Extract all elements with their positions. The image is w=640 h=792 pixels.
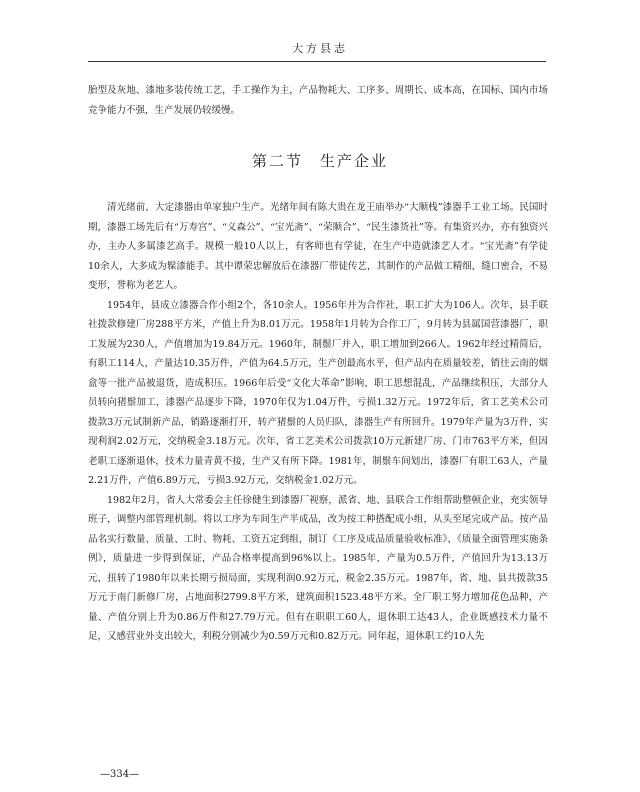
- running-header-title: 大方县志: [292, 42, 348, 55]
- continuation-block: [88, 81, 548, 120]
- section-title: 第二节 生产企业: [251, 152, 388, 170]
- paragraph-1954-1981: 1954年，县成立漆器合作小组2个，各10余人。1956年并为合作社，职工扩大为106人。次年，县手联社拨款修建厂房288平方米，产值上升为8.01万元。1958年1月转为合作工厂，9月转为县属国营漆器厂，职工发展为230人，产值增加为19.84万元。1960年，制鬃厂并入，职工增加到266人。1962年经过精简后，有职工114人，产量达10.35万件，产值为64.5万元，生产创最高水平，但产品内在质量较差，销往云南的烟盒等一批产品被退货，造成积压。1966年后受“文化大革命”影响，职工思想混乱，产品继续积压，大部分人员转向猪鬃加工，漆器产品逐步下降，1970年仅为1.04万件，亏损1.32万元。1972年后，省工艺美术公司拨款3万元试制新产品，销路逐渐打开，转产猪鬃的人员归队，漆器生产有所回升。1979年产量为3万件，实现利润2.02万元，交纳税金3.18万元。次年，省工艺美术公司拨款10万元新建厂房、门市763平方米，但因老职工逐渐退休，技术力量青黄不接，生产又有所下降。1981年，制鬃车间划出，漆器厂有职工63人，产量2.21万件，产值6.89万元，亏损3.92万元，交纳税金1.02万元。: [88, 299, 548, 486]
- page-number: —334—: [100, 769, 140, 780]
- continuation-paragraph: 胎型及灰地、漆地多装传统工艺，手工操作为主，产品物耗大、工序多、周期长、成本高，在国标、国内市场竞争能力不强，生产发展仍较缓慢。: [88, 85, 548, 116]
- paragraph-qing-history: 清光绪前，大定漆器由单家独户生产。光绪年间有陈大贵在龙王庙举办“大顺栈”漆器手工业工场。民国时期，漆器工场先后有“万寿宫”、“义森公”、“宝光斋”、“荣顺合”、“民生漆货社”等。有集资兴办，亦有独资兴办，主办人多属漆艺高手。规模一般10人以上，有客师也有学徒，在生产中造就漆艺人才。“宝光斋”有学徒10余人，大多成为髹漆能手。其中谭荣忠解放后在漆器厂带徒传艺，其制作的产品做工精细，缝口密合，不易变形，誉称为老艺人。: [88, 202, 548, 291]
- paragraph-1982-1987: 1982年2月，省人大常委会主任徐健生到漆器厂视察，派省、地、县联合工作组帮助整顿企业，充实领导班子，调整内部管理机制。将以工序为车间生产半成品，改为按工种搭配成小组，从头至尾完成产品。按产品品名实行数量、质量、工时、物耗、工资五定到组，制订《工序及成品质量验收标准》、《质量全面管理实施条例》，质量进一步得到保证，产品合格率提高到96%以上。1985年，产量为0.5万件，产值回升为13.13万元，扭转了1980年以来长期亏损局面，实现利润0.92万元，税金2.35万元。1987年，省、地、县共拨款35万元于南门新修厂房，占地面积2799.8平方米，建筑面积1523.48平方米。全厂职工努力增加花色品种，产量、产值分别上升为0.86万件和27.79万元。但有在职职工60人，退休职工达43人，企业既感技术力量不足，又感营业外支出较大，利税分别减少为0.59万元和0.82万元。同年起，退休职工约10人先: [88, 494, 548, 642]
- header-rule: [88, 61, 546, 62]
- main-text: [88, 198, 548, 647]
